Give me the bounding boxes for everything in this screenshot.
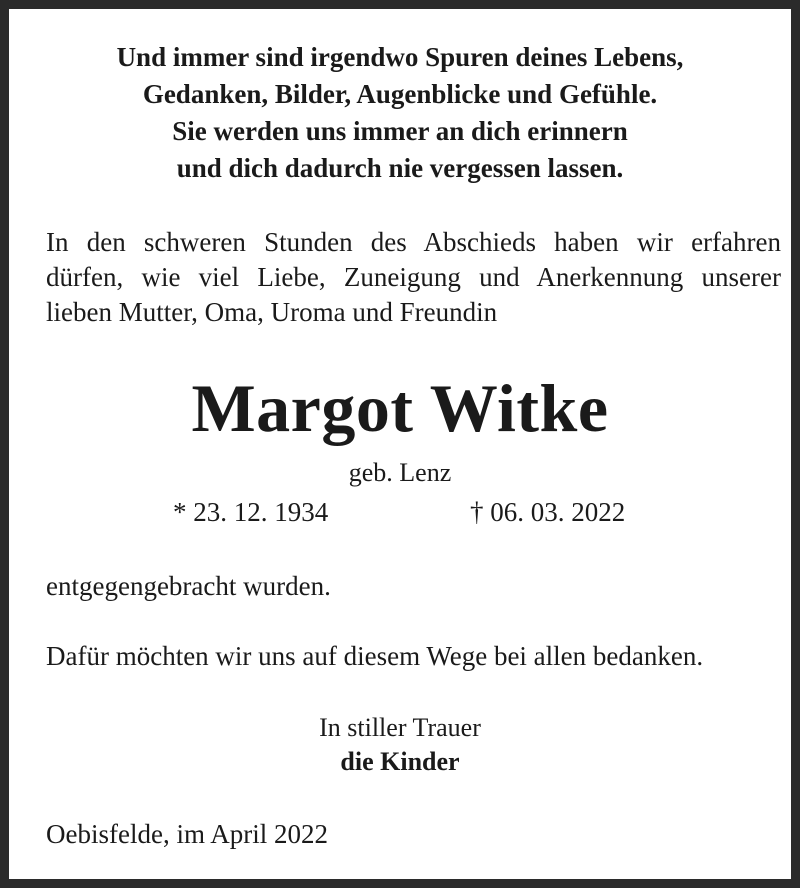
- family-signature: die Kinder: [340, 747, 460, 776]
- intro-line: [46, 225, 781, 260]
- poem-line: Gedanken, Bilder, Augenblicke und Gefühle.: [142, 79, 658, 109]
- poem-block: [18, 39, 782, 187]
- poem-line: und dich dadurch nie vergessen lassen.: [176, 153, 624, 183]
- intro-paragraph: [46, 225, 781, 330]
- maiden-name: geb. Lenz: [348, 458, 452, 487]
- received-text: entgegengebracht wurden.: [46, 571, 331, 601]
- intro-line: lieben Mutter, Oma, Uroma und Freundin: [46, 297, 498, 327]
- intro-line-text: dürfen, wie viel Liebe, Zuneigung und Anerkennung unserer: [46, 262, 781, 292]
- poem-line: Und immer sind irgendwo Spuren deines Lebens,: [116, 42, 684, 72]
- mourning-line: In stiller Trauer: [319, 713, 481, 742]
- poem-line: Sie werden uns immer an dich erinnern: [172, 116, 628, 146]
- thanks-text: Dafür möchten wir uns auf diesem Wege bei allen bedanken.: [46, 641, 704, 671]
- death-date: † 06. 03. 2022: [470, 497, 626, 527]
- birth-date: * 23. 12. 1934: [173, 497, 329, 527]
- intro-line-text: In den schweren Stunden des Abschieds haben wir erfahren: [46, 227, 781, 257]
- signature-block: [18, 711, 782, 779]
- place-date: Oebisfelde, im April 2022: [46, 819, 328, 849]
- intro-line: [46, 260, 781, 295]
- deceased-name: Margot Witke: [191, 370, 609, 446]
